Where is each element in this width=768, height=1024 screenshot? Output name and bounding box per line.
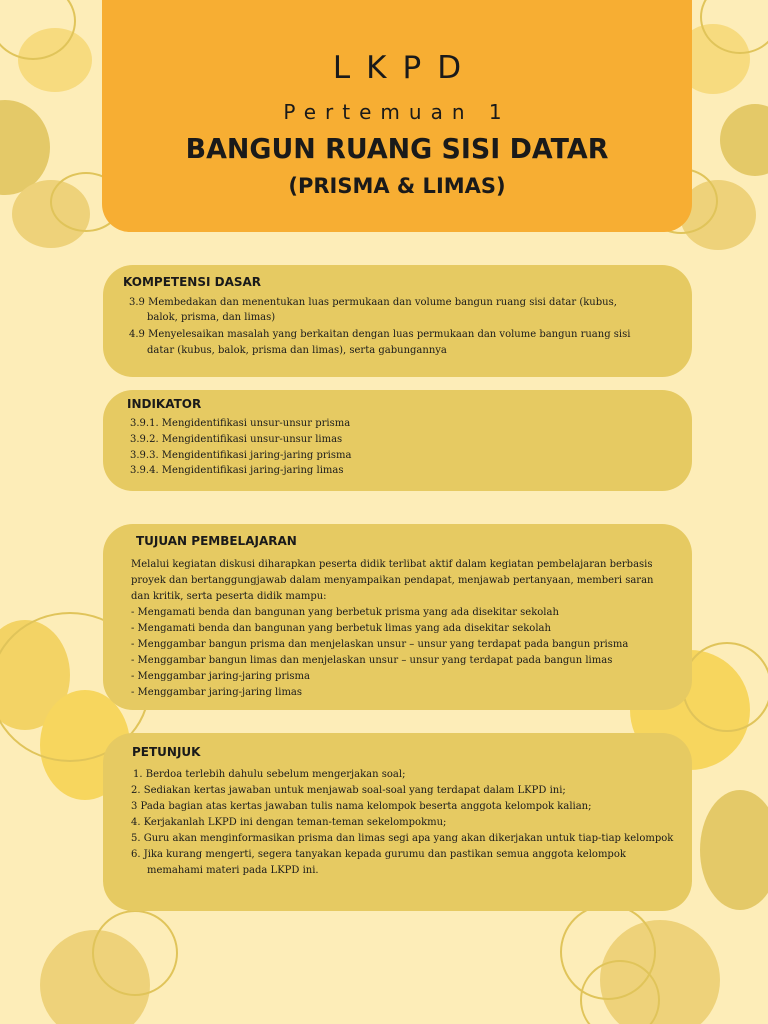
- tujuan-line: - Menggambar bangun prisma dan menjelaskan unsur – unsur yang terdapat pada bangun prisma: [131, 639, 629, 650]
- tujuan-line: Melalui kegiatan diskusi diharapkan peserta didik terlibat aktif dalam kegiatan pembelajaran berbasis: [131, 559, 653, 570]
- petunjuk-heading: PETUNJUK: [132, 745, 201, 759]
- petunjuk-line: memahami materi pada LKPD ini.: [147, 865, 319, 876]
- kompetensi-heading: KOMPETENSI DASAR: [123, 275, 262, 289]
- tujuan-line: proyek dan bertanggungjawab dalam menyampaikan pendapat, menjawab pertanyaan, memberi saran: [131, 575, 654, 586]
- petunjuk-line: 1. Berdoa terlebih dahulu sebelum mengerjakan soal;: [133, 769, 406, 780]
- petunjuk-card: [103, 733, 692, 911]
- tujuan-line: - Mengamati benda dan bangunan yang berbetuk prisma yang ada disekitar sekolah: [131, 607, 559, 618]
- topic-title: BANGUN RUANG SISI DATAR: [185, 132, 609, 165]
- kompetensi-dasar-card: [103, 265, 692, 377]
- lkpd-title: LKPD: [332, 50, 478, 86]
- tujuan-pembelajaran-card: [103, 524, 692, 710]
- indikator-item: 3.9.2. Mengidentifikasi unsur-unsur limas: [130, 434, 343, 445]
- petunjuk-line: 3 Pada bagian atas kertas jawaban tulis nama kelompok beserta anggota kelompok kalian;: [131, 801, 592, 812]
- kompetensi-line: balok, prisma, dan limas): [147, 312, 276, 323]
- tujuan-line: - Menggambar bangun limas dan menjelaskan unsur – unsur yang terdapat pada bangun limas: [131, 655, 613, 666]
- tujuan-line: - Mengamati benda dan bangunan yang berbetuk limas yang ada disekitar sekolah: [131, 623, 551, 634]
- indikator-card: [103, 390, 692, 491]
- title-banner: [102, 0, 692, 232]
- kompetensi-line: 4.9 Menyelesaikan masalah yang berkaitan dengan luas permukaan dan volume bangun ruang sisi: [129, 329, 631, 340]
- kompetensi-line: datar (kubus, balok, prisma dan limas), serta gabungannya: [147, 345, 447, 356]
- petunjuk-line: 6. Jika kurang mengerti, segera tanyakan kepada gurumu dan pastikan semua anggota kelompok: [131, 849, 626, 860]
- petunjuk-line: 2. Sediakan kertas jawaban untuk menjawab soal-soal yang terdapat dalam LKPD ini;: [131, 785, 566, 796]
- topic-subtitle: (PRISMA & LIMAS): [288, 174, 506, 198]
- petunjuk-line: 4. Kerjakanlah LKPD ini dengan teman-teman sekelompokmu;: [131, 817, 447, 828]
- indikator-item: 3.9.3. Mengidentifikasi jaring-jaring prisma: [130, 450, 352, 461]
- kompetensi-line: 3.9 Membedakan dan menentukan luas permukaan dan volume bangun ruang sisi datar (kubus,: [129, 297, 617, 308]
- indikator-item: 3.9.4. Mengidentifikasi jaring-jaring limas: [130, 465, 344, 476]
- petunjuk-line: 5. Guru akan menginformasikan prisma dan limas segi apa yang akan dikerjakan untuk tiap-tiap kelompok: [131, 833, 674, 844]
- meeting-label: Pertemuan 1: [283, 100, 511, 124]
- tujuan-line: - Menggambar jaring-jaring prisma: [131, 671, 311, 682]
- indikator-item: 3.9.1. Mengidentifikasi unsur-unsur prisma: [130, 418, 351, 429]
- tujuan-line: dan kritik, serta peserta didik mampu:: [131, 591, 327, 602]
- indikator-heading: INDIKATOR: [127, 397, 202, 411]
- tujuan-heading: TUJUAN PEMBELAJARAN: [136, 534, 297, 548]
- tujuan-line: - Menggambar jaring-jaring limas: [131, 687, 303, 698]
